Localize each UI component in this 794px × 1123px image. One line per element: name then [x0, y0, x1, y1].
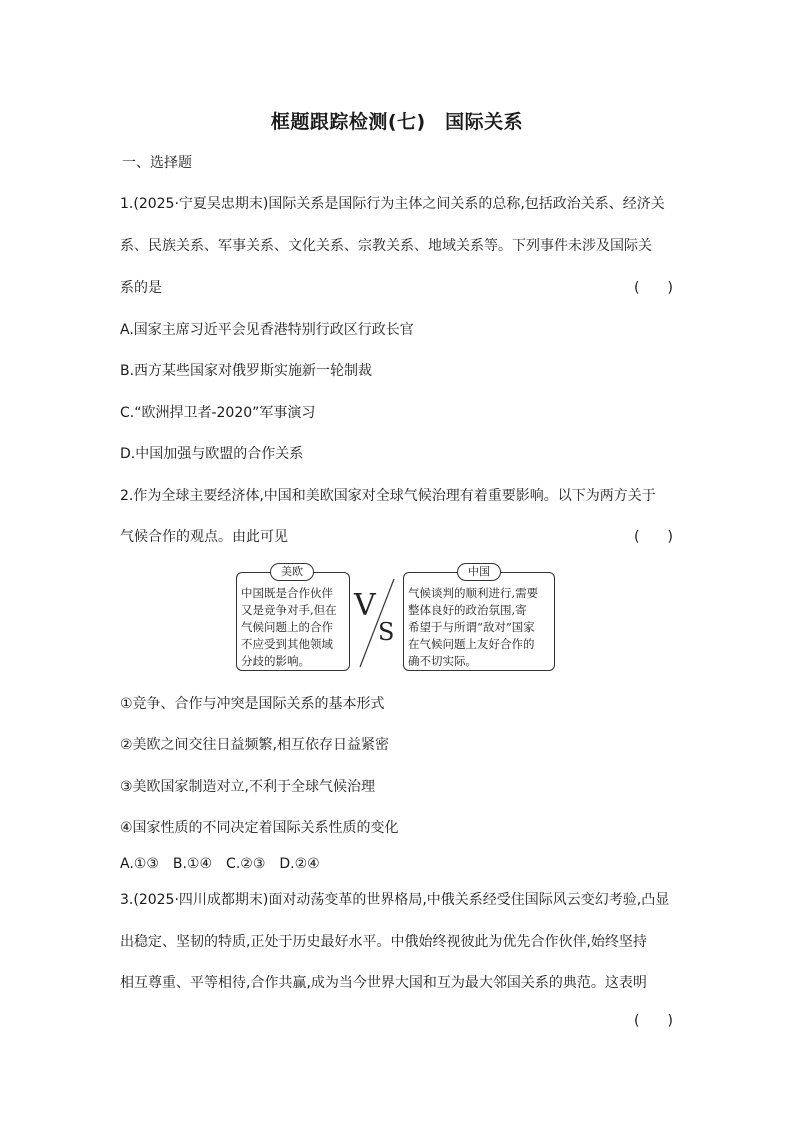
right-view-tag: 中国 — [457, 563, 501, 581]
q2-choices: A.①③ B.①④ C.②③ D.②④ — [120, 856, 320, 872]
q2-statement-4: ④国家性质的不同决定着国际关系性质的变化 — [120, 820, 399, 836]
q1-option-b: B.西方某些国家对俄罗斯实施新一轮制裁 — [120, 363, 373, 379]
left-view-text: 中国既是合作伙伴 又是竞争对手,但在 气候问题上的合作 不应受到其他领域 分歧的影响。 — [241, 586, 337, 668]
vs-letter-v: V — [354, 588, 376, 623]
q2-statement-3: ③美欧国家制造对立,不利于全球气候治理 — [120, 779, 375, 795]
q2-statement-1: ①竞争、合作与冲突是国际关系的基本形式 — [120, 696, 385, 712]
q3-stem-line-3: 相互尊重、平等相待,合作共赢,成为当今世界大国和互为最大邻国关系的典范。这表明 — [120, 975, 647, 991]
q1-option-d: D.中国加强与欧盟的合作关系 — [120, 446, 304, 462]
q1-stem-line-1: 1.(2025·宁夏吴忠期末)国际关系是国际行为主体之间关系的总称,包括政治关系、经济关 — [120, 196, 665, 212]
q3-answer-blank: ( ) — [634, 1013, 673, 1029]
left-view-tag: 美欧 — [270, 563, 314, 581]
q1-option-c: C.“欧洲捍卫者-2020”军事演习 — [120, 405, 316, 421]
q2-stem-line-2: 气候合作的观点。由此可见 — [120, 529, 288, 545]
q3-stem-line-1: 3.(2025·四川成都期末)面对动荡变革的世界格局,中俄关系经受住国际风云变幻考验,凸显 — [120, 892, 670, 908]
q2-answer-blank: ( ) — [634, 529, 673, 545]
q1-stem-line-2: 系、民族关系、军事关系、文化关系、宗教关系、地域关系等。下列事件未涉及国际关 — [120, 238, 652, 254]
q1-option-a: A.国家主席习近平会见香港特别行政区行政长官 — [120, 322, 414, 338]
q2-stem-line-1: 2.作为全球主要经济体,中国和美欧国家对全球气候治理有着重要影响。以下为两方关于 — [120, 488, 656, 504]
q1-stem-line-3: 系的是 — [120, 280, 162, 296]
section-heading: 一、选择题 — [122, 155, 192, 171]
right-view-text: 气候谈判的顺利进行,需要 整体良好的政治氛围,寄 希望于与所谓“敌对”国家 在气候问题上友好合作的 确不切实际。 — [408, 586, 539, 668]
page-title: 框题跟踪检测(七) 国际关系 — [270, 111, 524, 133]
q3-stem-line-2: 出稳定、坚韧的特质,正处于历史最好水平。中俄始终视彼此为优先合作伙伴,始终坚持 — [120, 934, 647, 950]
q1-answer-blank: ( ) — [634, 280, 673, 296]
vs-letter-s: S — [378, 618, 395, 646]
q2-statement-2: ②美欧之间交往日益频繁,相互依存日益紧密 — [120, 737, 389, 753]
